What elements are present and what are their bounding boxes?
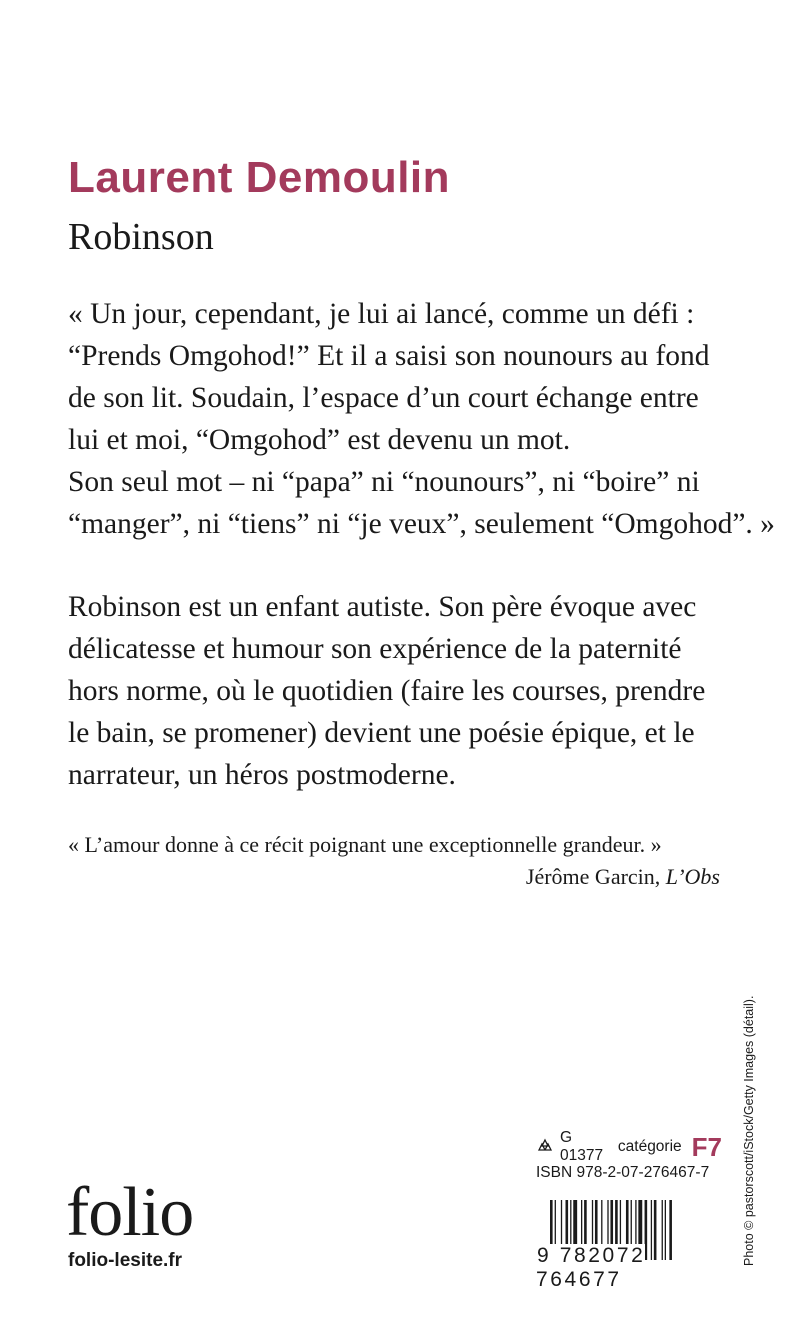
summary-line: hors norme, où le quotidien (faire les courses, prendre xyxy=(68,675,706,707)
review-source xyxy=(526,862,720,892)
quote-line: “manger”, ni “tiens” ni “je veux”, seulement “Omgohod”. » xyxy=(68,508,775,540)
quote-line: lui et moi, “Omgohod” est devenu un mot. xyxy=(68,424,571,456)
review-publication: L’Obs xyxy=(665,864,720,889)
product-codes xyxy=(536,1129,722,1186)
publisher-logo: folio xyxy=(66,1174,194,1251)
quote-line: “Prends Omgohod!” Et il a saisi son nounours au fond xyxy=(68,340,710,372)
summary-line: le bain, se promener) devient une poésie épique, et le xyxy=(68,717,695,749)
reviewer-name: Jérôme Garcin, xyxy=(525,864,666,889)
book-summary xyxy=(68,586,728,796)
product-code: G 01377 xyxy=(560,1129,604,1164)
category-value: F7 xyxy=(691,1132,722,1162)
press-review: « L’amour donne à ce récit poignant une exceptionnelle grandeur. » xyxy=(68,832,662,857)
summary-line: Robinson est un enfant autiste. Son père évoque avec xyxy=(68,591,697,623)
summary-line: narrateur, un héros postmoderne. xyxy=(68,759,456,791)
isbn: ISBN 978-2-07-276467-7 xyxy=(536,1164,710,1181)
code-row xyxy=(536,1129,722,1164)
summary-line: délicatesse et humour son expérience de la paternité xyxy=(68,633,682,665)
quote-line: de son lit. Soudain, l’espace d’un court échange entre xyxy=(68,382,699,414)
quote-line: Son seul mot – ni “papa” ni “nounours”, ni “boire” ni xyxy=(68,466,700,498)
category-label: catégorie xyxy=(617,1138,682,1155)
publisher-site: folio-lesite.fr xyxy=(68,1250,183,1271)
recycle-icon xyxy=(536,1137,554,1158)
barcode-digits xyxy=(536,1244,726,1292)
excerpt-quote xyxy=(68,293,775,545)
book-title: Robinson xyxy=(68,216,214,258)
barcode-digits-text: 9 782072 764677 xyxy=(536,1244,646,1291)
author-name: Laurent Demoulin xyxy=(68,153,451,202)
photo-credit: Photo © pastorscott/iStock/Getty Images (détail). xyxy=(742,995,756,1266)
quote-line: « Un jour, cependant, je lui ai lancé, comme un défi : xyxy=(68,298,695,330)
